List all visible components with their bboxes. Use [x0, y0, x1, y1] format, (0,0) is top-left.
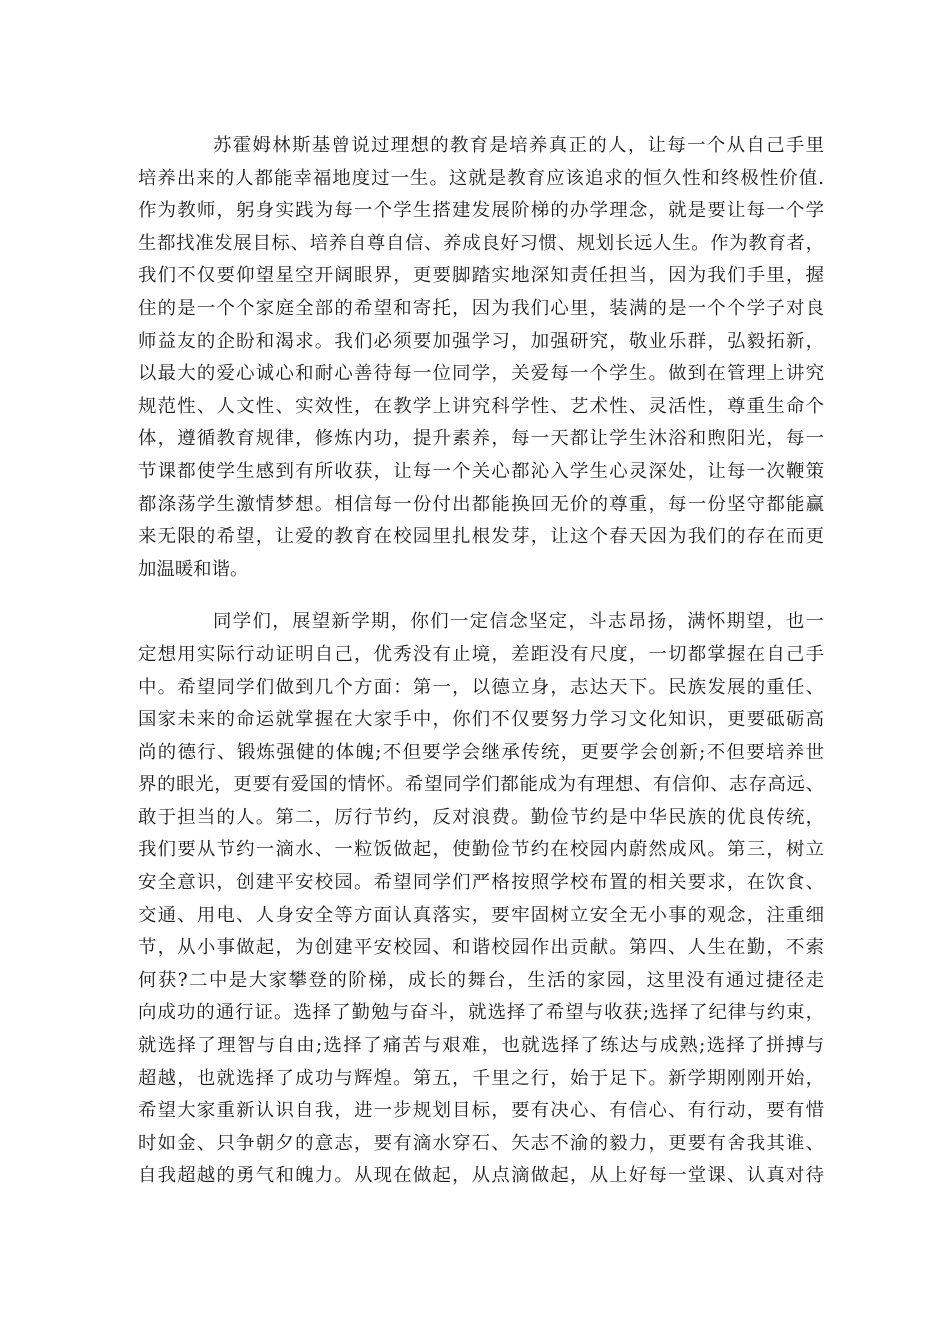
paragraph-line: 尚的德行、锻炼强健的体魄;不但要学会继承传统，更要学会创新;不但要培养世	[138, 741, 824, 763]
paragraph-line: 住的是一个个家庭全部的希望和寄托，因为我们心里，装满的是一个个学子对良	[138, 297, 824, 319]
paragraph-line: 加温暖和谐。	[138, 558, 249, 580]
paragraph-line: 我们要从节约一滴水、一粒饭做起，使勤俭节约在校园内蔚然成风。第三，树立	[138, 839, 824, 861]
paragraph-spacer	[138, 586, 824, 606]
paragraph-line: 向成功的通行证。选择了勤勉与奋斗，就选择了希望与收获;选择了纪律与约束，	[138, 1002, 824, 1024]
paragraph-line: 同学们，展望新学期，你们一定信念坚定，斗志昂扬，满怀期望，也一	[213, 611, 824, 633]
paragraph-line: 界的眼光，更要有爱国的情怀。希望同学们都能成为有理想、有信仰、志存高远、	[138, 774, 824, 796]
paragraph-1	[138, 130, 824, 586]
document-body	[138, 130, 824, 1193]
paragraph-line: 自我超越的勇气和魄力。从现在做起，从点滴做起，从上好每一堂课、认真对待	[138, 1165, 824, 1187]
paragraph-line: 交通、用电、人身安全等方面认真落实，要牢固树立安全无小事的观念，注重细	[138, 904, 824, 926]
paragraph-line: 就选择了理智与自由;选择了痛苦与艰难，也就选择了练达与成熟;选择了拼搏与	[138, 1035, 824, 1057]
paragraph-line: 以最大的爱心诚心和耐心善待每一位同学，关爱每一个学生。做到在管理上讲究	[138, 363, 824, 385]
paragraph-2	[138, 606, 824, 1193]
paragraph-line: 培养出来的人都能幸福地度过一生。这就是教育应该追求的恒久性和终极性价值.	[138, 167, 824, 189]
paragraph-line: 都涤荡学生激情梦想。相信每一份付出都能换回无价的尊重，每一份坚守都能赢	[138, 493, 824, 515]
paragraph-line: 规范性、人文性、实效性，在教学上讲究科学性、艺术性、灵活性，尊重生命个	[138, 395, 824, 417]
paragraph-line: 师益友的企盼和渴求。我们必须要加强学习，加强研究，敬业乐群，弘毅拓新，	[138, 330, 824, 352]
paragraph-line: 中。希望同学们做到几个方面：第一，以德立身，志达天下。民族发展的重任、	[138, 676, 824, 698]
paragraph-line: 生都找准发展目标、培养自尊自信、养成良好习惯、规划长远人生。作为教育者，	[138, 232, 824, 254]
paragraph-line: 时如金、只争朝夕的意志，要有滴水穿石、矢志不渝的毅力，更要有舍我其谁、	[138, 1132, 824, 1154]
paragraph-line: 国家未来的命运就掌握在大家手中，你们不仅要努力学习文化知识，更要砥砺高	[138, 709, 824, 731]
paragraph-line: 来无限的希望，让爱的教育在校园里扎根发芽，让这个春天因为我们的存在而更	[138, 526, 824, 548]
paragraph-line: 安全意识，创建平安校园。希望同学们严格按照学校布置的相关要求，在饮食、	[138, 872, 824, 894]
paragraph-line: 定想用实际行动证明自己，优秀没有止境，差距没有尺度，一切都掌握在自己手	[138, 643, 824, 665]
paragraph-line: 节，从小事做起，为创建平安校园、和谐校园作出贡献。第四、人生在勤，不索	[138, 937, 824, 959]
paragraph-line: 敢于担当的人。第二，厉行节约，反对浪费。勤俭节约是中华民族的优良传统，	[138, 806, 824, 828]
paragraph-line: 我们不仅要仰望星空开阔眼界，更要脚踏实地深知责任担当，因为我们手里，握	[138, 265, 824, 287]
paragraph-line: 希望大家重新认识自我，进一步规划目标，要有决心、有信心、有行动，要有惜	[138, 1100, 824, 1122]
paragraph-line: 何获?二中是大家攀登的阶梯，成长的舞台，生活的家园，这里没有通过捷径走	[138, 969, 824, 991]
paragraph-line: 苏霍姆林斯基曾说过理想的教育是培养真正的人，让每一个从自己手里	[213, 135, 824, 156]
paragraph-line: 作为教师，躬身实践为每一个学生搭建发展阶梯的办学理念，就是要让每一个学	[138, 200, 824, 222]
paragraph-line: 体，遵循教育规律，修炼内功，提升素养，每一天都让学生沐浴和煦阳光，每一	[138, 428, 824, 450]
paragraph-line: 超越，也就选择了成功与辉煌。第五，千里之行，始于足下。新学期刚刚开始，	[138, 1067, 824, 1089]
paragraph-line: 节课都使学生感到有所收获，让每一个关心都沁入学生心灵深处，让每一次鞭策	[138, 460, 824, 482]
